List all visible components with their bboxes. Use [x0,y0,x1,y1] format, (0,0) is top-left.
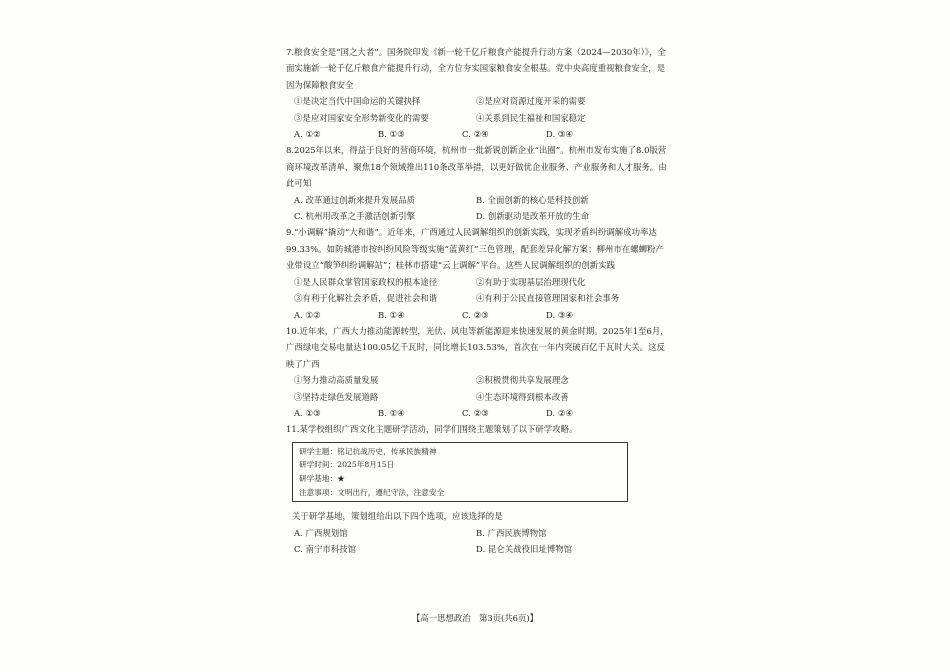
option-d: D. ③④ [546,129,574,140]
option-a: A. ①② [294,129,321,140]
option-b: B. ①④ [378,407,405,418]
option-a: A. ①③ [294,407,321,418]
question-stem: 11.某学校组织广西文化主题研学活动，同学们围绕主题策划了以下研学攻略。 [286,424,578,435]
page-footer: 【高一思想政治 第3页(共6页)】 [411,613,539,623]
statement: ①是决定当代中国命运的关键抉择 [294,96,421,107]
option-a: A. ①② [294,309,321,320]
statement: ④有利于公民直接管理国家和社会事务 [476,293,620,304]
question-8 [286,142,670,224]
plan-base: 研学基地：★ [299,473,345,483]
statement-list [286,274,670,307]
answer-options [286,405,670,421]
statement: ②有助于实现基层治理现代化 [476,276,586,287]
option-d: D. ②④ [546,407,574,418]
statement: ②是应对资源过度开采的需要 [476,96,586,107]
plan-theme: 研学主题：铭记抗战历史，传承民族精神 [299,446,437,456]
question-stem: 9.“小调解”撬动“大和谐”。近年来，广西通过人民调解组织的创新实践，实现矛盾纠纷调解成功率达99.33%。如防城港市按纠纷风险等级实施“蓝黄红”三色管理，配套差异化解方案；柳州市在螺蛳粉产业带设立“酸笋纠纷调解站”；桂林市搭建“云上调解”平台。这些人民调解组织的创新实践 [286,227,664,271]
questions-area [286,44,670,557]
statement: ④关系到民生福祉和国家稳定 [476,112,586,123]
option-c: C. ②③ [462,407,489,418]
option-c: C. 南宁市科技馆 [294,543,357,554]
question-stem: 7.粮食安全是“国之大者”。国务院印发《新一轮千亿斤粮食产能提升行动方案（2024—2030年）》，全面实施新一轮千亿斤粮食产能提升行动，全方位夯实国家粮食安全根基。党中央高度重视粮食安全，是因为保障粮食安全 [286,47,666,90]
question-7 [286,44,670,142]
statement: ①是人民群众掌管国家政权的根本途径 [294,276,438,287]
question-stem: 10.近年来，广西大力推动能源转型，光伏、风电等新能源迎来快速发展的黄金时期。2025年1至6月，广西绿电交易电量达100.05亿千瓦时，同比增长103.53%，首次在一年内突破百亿千瓦时大关。这反映了广西 [286,325,669,369]
option-b: B. ①③ [378,129,405,140]
statement: ③有利于化解社会矛盾，促进社会和谐 [294,293,438,304]
study-plan-box [292,442,628,502]
answer-options [286,192,670,225]
question-prompt: 关于研学基地，策划组给出以下四个选项，应该选择的是 [292,511,503,522]
option-d: D. 昆仑关战役旧址博物馆 [476,543,573,554]
option-c: C. ②③ [462,309,489,320]
answer-options [286,307,670,323]
statement: ①努力推动高质量发展 [294,375,379,386]
option-b: B. 广西民族博物馆 [476,527,547,538]
answer-options [286,525,670,558]
statement: ③坚持走绿色发展道路 [294,391,379,402]
question-11 [286,421,670,557]
statement: ③是应对国家安全形势新变化的需要 [294,112,429,123]
plan-notes: 注意事项：文明出行，遵纪守法，注意安全 [299,487,445,497]
option-d: D. ③④ [546,309,574,320]
option-b: B. 全面创新的核心是科技创新 [476,194,589,205]
answer-options [286,126,670,142]
statement: ②积极贯彻共享发展理念 [476,375,569,386]
option-b: B. ①④ [378,309,405,320]
option-a: A. 改革通过创新来提升发展品质 [294,194,416,205]
statement-list [286,93,670,126]
option-a: A. 广西规划馆 [294,527,348,538]
option-d: D. 创新驱动是改革开放的生命 [476,211,589,222]
plan-date: 研学时间：2025年8月15日 [299,460,395,470]
option-c: C. ②④ [462,129,489,140]
question-9 [286,224,670,322]
question-10 [286,323,670,421]
option-c: C. 杭州用改革之手激活创新引擎 [294,211,416,222]
question-stem: 8.2025年以来，得益于良好的营商环境，杭州市一批新锐创新企业“出圈”。杭州市发布实施了8.0版营商环境改革清单，聚焦18个领域推出110条改革举措，以更好做优企业服务、产业服务和人才服务。由此可知 [286,145,667,189]
statement: ④生态环境得到根本改善 [476,391,569,402]
statement-list [286,372,670,405]
